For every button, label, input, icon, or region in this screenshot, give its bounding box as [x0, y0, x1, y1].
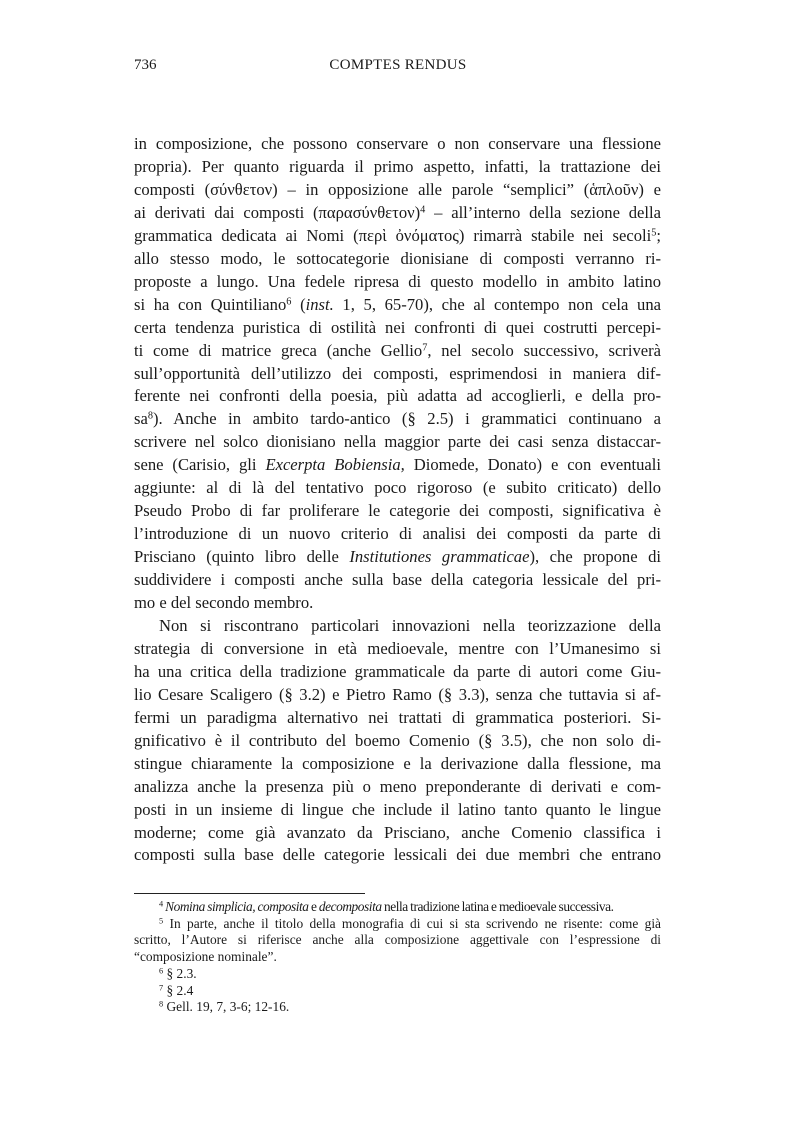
footnote-marker: 5: [651, 227, 657, 239]
text-run: Non si riscontrano particolari innovazioni nella teorizzazione della: [159, 615, 661, 635]
text-run: sa: [134, 409, 148, 429]
text-run: ti come di matrice greca (anche Gellio: [134, 340, 423, 360]
footnote-line: [134, 949, 661, 965]
text-run: allo stesso modo, le sottocategorie dionisiane di composti verranno ri-: [134, 248, 661, 268]
text-run: Pseudo Probo di far proliferare le categorie dei composti, significativa è: [134, 501, 661, 521]
text-line: [134, 639, 661, 659]
text-run: moderne; come già avanzato da Prisciano, anche Comenio classifica i: [134, 822, 661, 842]
footnote-marker: 4: [159, 899, 163, 909]
footnote-marker: 5: [159, 916, 164, 926]
text-line: [134, 685, 661, 705]
text-run: posti in un insieme di lingue che include il latino tanto quanto le lingue: [134, 799, 661, 819]
footnote-line: [159, 999, 661, 1015]
italic-text: inst.: [305, 294, 334, 314]
text-run: nella tradizione latina e medioevale successiva.: [381, 899, 614, 914]
text-line: [134, 386, 661, 406]
text-run: (: [291, 294, 306, 314]
text-run: in composizione, che possono conservare o non conservare una flessione: [134, 134, 661, 153]
text-run: ;: [656, 225, 661, 245]
text-line: [134, 570, 661, 590]
text-run: gnificativo è il contributo del boemo Comenio (§ 3.5), che non solo di-: [134, 730, 661, 750]
text-run: scrivere nel solco dionisiano nella maggior parte dei casi senza distaccar-: [134, 432, 661, 452]
footnote-marker: 6: [286, 295, 292, 307]
text-run: – all’interno della sezione della: [425, 202, 662, 222]
text-run: ai derivati dai composti (παρασύνθετον): [134, 202, 421, 222]
text-line: [134, 708, 661, 728]
text-run: l’introduzione di un nuovo criterio di analisi dei composti da parte di: [134, 524, 661, 544]
footnote-line: [159, 966, 661, 982]
text-run: ferente nei confronti della poesia, più adatta ad accoglierli, e della pro-: [134, 386, 661, 406]
running-title: COMPTES RENDUS: [329, 57, 467, 73]
text-run: 1, 5, 65-70), che al contempo non cela una: [333, 294, 661, 314]
text-line: [134, 364, 661, 384]
text-line: [134, 800, 661, 820]
text-run: suddividere i composti anche sulla base della categoria lessicale del pri-: [134, 570, 661, 590]
footnote-marker: 8: [147, 410, 153, 422]
italic-text: Institutiones grammaticae: [349, 547, 530, 567]
text-line: [159, 616, 661, 636]
text-line: [134, 547, 661, 567]
text-run: ), che propone di: [529, 547, 661, 567]
text-line: [134, 409, 661, 429]
footnote-line: [159, 899, 661, 915]
text-run: § 2.3.: [163, 965, 197, 981]
text-run: si ha con Quintiliano: [134, 294, 287, 314]
text-run: grammatica dedicata ai Nomi (περὶ ὀνόματος) rimarrà stabile nei secoli: [134, 225, 652, 245]
text-run: ha una critica della tradizione grammaticale da parte di autori come Giu-: [134, 661, 661, 681]
text-line: [134, 823, 661, 843]
text-run: mo e del secondo membro.: [134, 593, 314, 612]
text-run: strategia di conversione in età medioevale, mentre con l’Umanesimo si: [134, 638, 661, 658]
text-line: [134, 478, 661, 498]
text-run: stingue chiaramente la composizione e la derivazione dalla flessione, ma: [134, 753, 661, 773]
text-line: [134, 524, 661, 544]
page-number: 736: [134, 57, 157, 73]
footnote-marker: 7: [159, 982, 164, 992]
text-run: e: [308, 899, 319, 914]
text-run: aggiunte: al di là del tentativo poco rigoroso (e subito criticato) dello: [134, 478, 661, 498]
text-run: ). Anche in ambito tardo-antico (§ 2.5) i grammatici continuano a: [152, 409, 661, 429]
italic-text: Excerpta Bobiensia,: [265, 455, 405, 475]
text-run: composti sulla base delle categorie lessicali dei due membri che entrano: [134, 845, 661, 865]
text-line: [134, 341, 661, 361]
text-run: analizza anche la presenza più o meno preponderante di derivati e com-: [134, 776, 661, 796]
text-run: sull’opportunità dell’utilizzo dei composti, esprimendosi in maniera dif-: [134, 363, 661, 383]
footnote-line: [159, 916, 661, 932]
text-line: [134, 662, 661, 682]
text-line: [134, 432, 661, 452]
text-run: , nel secolo successivo, scriverà: [427, 340, 661, 360]
text-line: [134, 272, 661, 292]
text-line: [134, 180, 661, 200]
text-line: [134, 295, 661, 315]
footnote-marker: 8: [159, 999, 164, 1009]
text-line: [134, 754, 661, 774]
text-run: propria). Per quanto riguarda il primo aspetto, infatti, la trattazione dei: [134, 156, 661, 176]
footnote-separator: [134, 893, 365, 894]
text-line: [134, 157, 661, 177]
text-run: sene (Carisio, gli: [134, 455, 266, 475]
text-run: lio Cesare Scaligero (§ 3.2) e Pietro Ramo (§ 3.3), senza che tuttavia si af-: [134, 684, 661, 704]
text-run: certa tendenza puristica di ostilità nei confronti di quei costrutti percepi-: [134, 317, 661, 337]
text-line: [134, 845, 661, 865]
text-line: [134, 777, 661, 797]
text-line: [134, 455, 661, 475]
text-line: [134, 731, 661, 751]
text-line: [134, 318, 661, 338]
text-run: § 2.4: [163, 982, 194, 998]
text-run: Diomede, Donato) e con eventuali: [404, 455, 661, 475]
footnote-line: [159, 983, 661, 999]
text-line: [134, 501, 661, 521]
footnote-marker: 7: [422, 341, 428, 353]
text-line: [134, 593, 661, 613]
italic-text: Nomina simplicia, composita: [165, 899, 309, 914]
text-run: composti (σύνθετον) – in opposizione alle parole “semplici” (ἁπλοῦν) e: [134, 179, 661, 199]
text-line: [134, 134, 661, 154]
footnote-marker: 6: [159, 966, 164, 976]
text-run: Gell. 19, 7, 3-6; 12-16.: [163, 999, 290, 1015]
text-run: scritto, l’Autore si riferisce anche alla composizione aggettivale con l’espressione di: [134, 932, 661, 948]
footnote-line: [134, 932, 661, 948]
text-run: “composizione nominale”.: [134, 949, 277, 965]
footnote-marker: 4: [420, 204, 426, 216]
italic-text: decomposita: [318, 899, 382, 914]
text-run: Prisciano (quinto libro delle: [134, 547, 350, 567]
text-run: proposte a lungo. Una fedele ripresa di questo modello in ambito latino: [134, 271, 661, 291]
text-run: In parte, anche il titolo della monografia di cui si sta scrivendo ne risente: come già: [163, 915, 661, 931]
text-line: [134, 249, 661, 269]
text-line: [134, 203, 661, 223]
text-line: [134, 226, 661, 246]
text-run: fermi un paradigma alternativo nei trattati di grammatica posteriori. Si-: [134, 707, 661, 727]
